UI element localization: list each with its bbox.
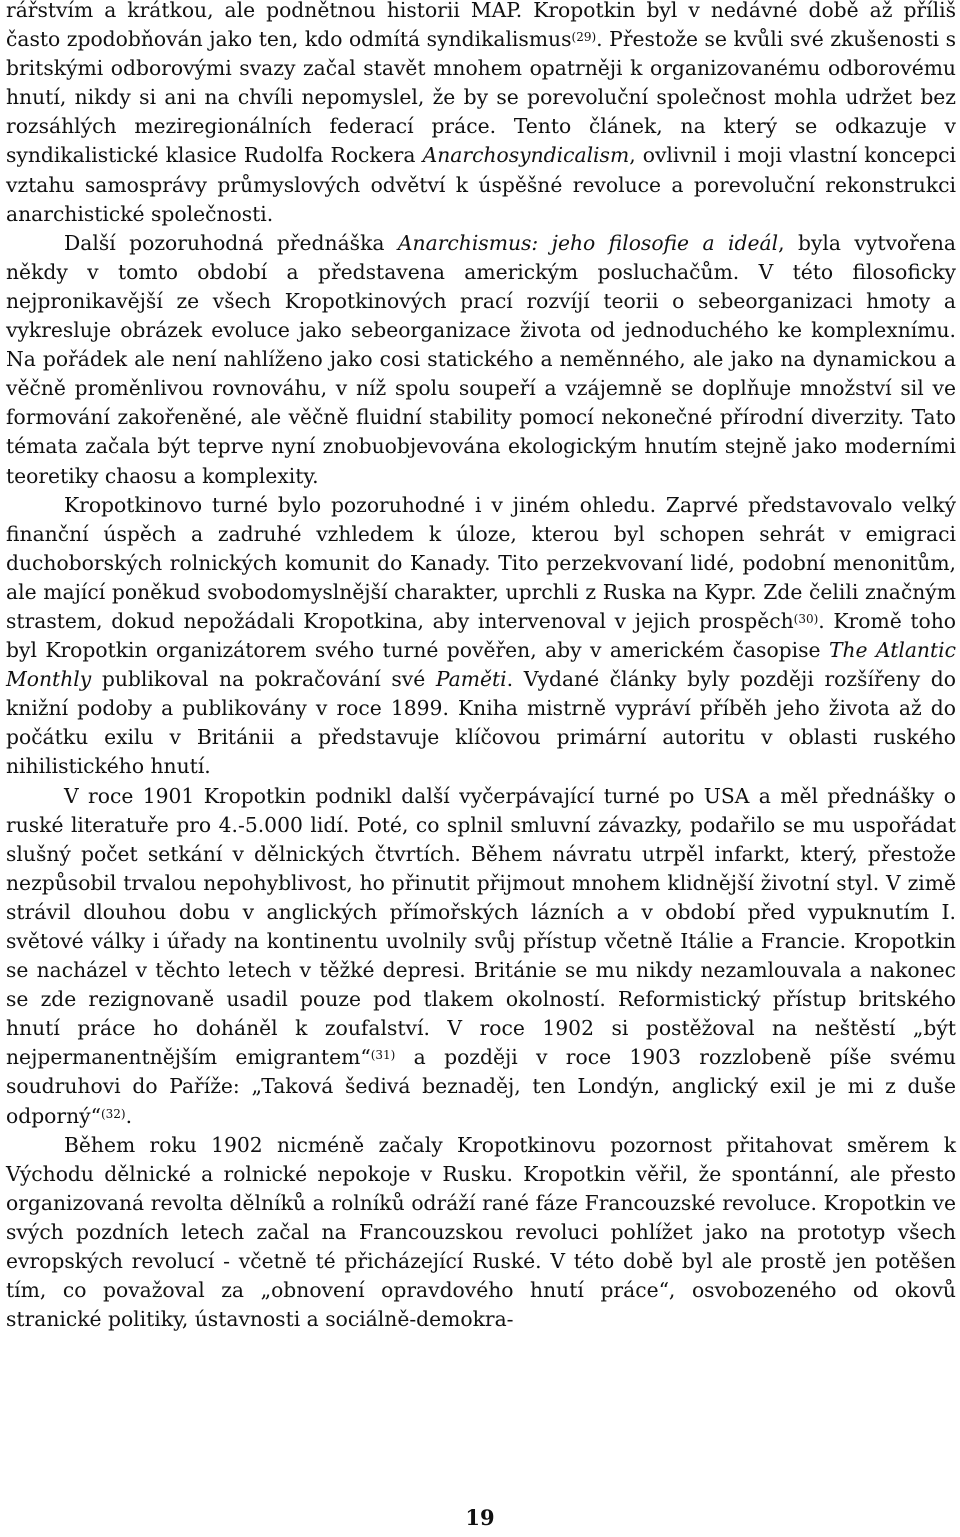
text-run: . Přestože se kvůli své zkušenosti s britskými odborovými svazy začal stavět mnohem opatrněji k organizovanému odborovému hnutí, nikdy si ani na chvíli nepomyslel, že by se porevoluční společnost mohla udržet bez rozsáhlých meziregionálních federací práce. Tento článek, na který se odkazuje v syndikalistické klasice Rudolfa Rockera bbox=[6, 27, 956, 168]
footnote-reference: (31) bbox=[370, 1048, 396, 1063]
paragraph bbox=[6, 229, 956, 491]
footnote-reference: (29) bbox=[571, 30, 597, 45]
text-run: Kropotkinovo turné bylo pozoruhodné i v jiném ohledu. Zaprvé představovalo velký finanční úspěch a zadruhé vzhledem k úloze, kterou byl schopen sehrát v emigraci duchoborských rolnických komunit do Kanady. Tito perzekvovaní lidé, podobní menonitům, ale mající poněkud svobodomyslnější charakter, uprchli z Ruska na Kypr. Zde čelili značným strastem, dokud nepožádali Kropotkina, aby intervenoval v jejich prospěch bbox=[6, 492, 956, 633]
text-run: , byla vytvořena někdy v tomto období a představena americkým posluchačům. V této filosoficky nejpronikavější ze všech Kropotkinových prací rozvíjí teorii o sebeorganizaci hmoty a vykresluje obrázek evoluce jako sebeorganizace života od jednoduchého ke komplexnímu. Na pořádek ale není nahlíženo jako cosi statického a neměnného, ale jako na dynamickou a věčně proměnlivou rovnováhu, v níž spolu soupeří a vzájemně se doplňuje množství sil ve formování zakořeněné, ale věčně fluidní stability pomocí nekonečné přírodní diverzity. Tato témata začala být teprve nyní znobuobjevována ekologickým hnutím stejně jako moderními teoretiky chaosu a komplexity. bbox=[6, 230, 956, 488]
document-body bbox=[6, 0, 956, 1334]
italic-title: Anarchosyndicalism bbox=[422, 143, 630, 168]
paragraph bbox=[6, 782, 956, 1131]
text-run: , ovlivnil i moji vlastní koncepci vztahu samosprávy průmyslových odvětví k úspěšné revoluce a porevoluční rekonstrukci anarchistické společnosti. bbox=[6, 143, 956, 226]
italic-title: Paměti bbox=[435, 667, 507, 692]
italic-title: Anarchismus: jeho filosofie a ideál bbox=[397, 230, 779, 255]
footnote-reference: (32) bbox=[100, 1106, 126, 1121]
text-run: a později v roce 1903 rozzlobeně píše svému soudruhovi do Paříže: „Taková šedivá beznaděj, ten Londýn, anglický exil je mi z duše odporný“ bbox=[6, 1045, 956, 1128]
paragraph bbox=[6, 0, 956, 229]
text-run: . bbox=[125, 1103, 133, 1128]
text-run: publikoval na pokračování své bbox=[91, 667, 436, 692]
text-run: V roce 1901 Kropotkin podnikl další vyčerpávající turné po USA a měl přednášky o ruské literatuře pro 4.-5.000 lidí. Poté, co splnil smluvní závazky, podařilo se mu uspořádat slušný počet setkání v dělnických čtvrtích. Během návratu utrpěl infarkt, který, přestože nezpůsobil trvalou nepohyblivost, ho přinutit přijmout mnohem klidnější životní styl. V zimě strávil dlouhou dobu v anglických přímořských lázních a v období před vypuknutím I. světové války i úřady na kontinentu uvolnily svůj přístup včetně Itálie a Francie. Kropotkin se nacházel v těchto letech v těžké depresi. Británie se mu nikdy nezamlouvala a nakonec se zde rezignovaně usadil pouze pod tlakem okolností. Reformistický přístup britského hnutí práce ho doháněl k zoufalství. V roce 1902 si postěžoval na neštěstí „být nejpermanentnějším emigrantem“ bbox=[6, 783, 956, 1070]
footnote-reference: (30) bbox=[793, 611, 819, 626]
text-run: . Vydané články byly později rozšířeny do knižní podoby a publikovány v roce 1899. Kniha mistrně vypráví příběh jeho života až do počátku exilu v Británii a představuje klíčovou primární autoritu v oblasti ruského nihilistického hnutí. bbox=[6, 667, 956, 779]
text-run: Další pozoruhodná přednáška bbox=[64, 230, 398, 255]
text-run: rářstvím a krátkou, ale podnětnou historii MAP. Kropotkin byl v nedávné době až příliš často zpodobňován jako ten, kdo odmítá syndikalismus bbox=[6, 0, 956, 52]
paragraph bbox=[6, 1131, 956, 1335]
text-run: Během roku 1902 nicméně začaly Kropotkinovu pozornost přitahovat směrem k Východu dělnické a rolnické nepokoje v Rusku. Kropotkin věřil, že spontánní, ale přesto organizovaná revolta dělníků a rolníků odráží rané fáze Francouzské revoluce. Kropotkin ve svých pozdních letech začal na Francouzskou revoluci pohlížet jako na prototyp všech evropských revolucí - včetně té přicházející Ruské. V této době byl ale prostě jen potěšen tím, co považoval za „obnovení opravdového hnutí práce“, osvobozeného od okovů stranické politiky, ústavnosti a sociálně-demokra- bbox=[6, 1132, 956, 1332]
paragraph bbox=[6, 491, 956, 782]
text-run: . Kromě toho byl Kropotkin organizátorem svého turné pověřen, aby v americkém časopise bbox=[6, 608, 957, 663]
page-number: 19 bbox=[465, 1505, 495, 1530]
italic-title: The Atlantic Monthly bbox=[6, 638, 956, 692]
